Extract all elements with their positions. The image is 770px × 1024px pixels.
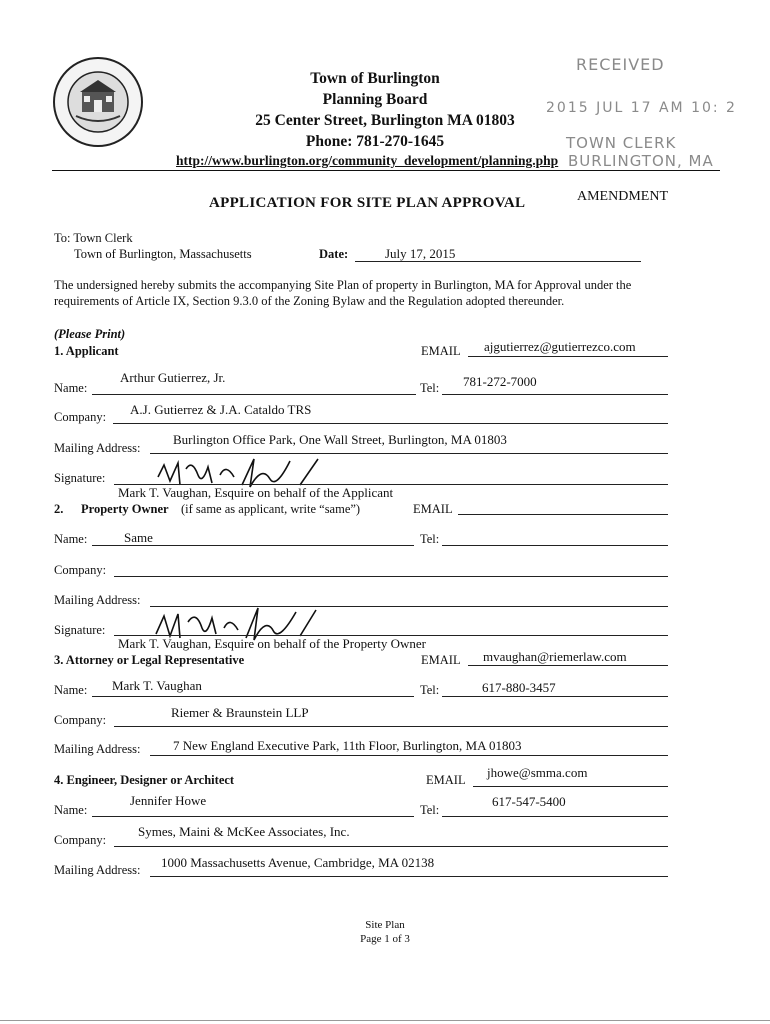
section4-email-line — [473, 786, 668, 787]
section1-heading: 1. Applicant — [54, 344, 119, 358]
please-print: (Please Print) — [54, 327, 126, 341]
section4-email-label: EMAIL — [426, 773, 466, 787]
section3-mailing-label: Mailing Address: — [54, 742, 141, 756]
section2-heading: Property Owner — [81, 502, 169, 516]
town-seal — [52, 56, 144, 148]
stamp-received: RECEIVED — [576, 55, 665, 74]
section3-heading: 3. Attorney or Legal Representative — [54, 653, 245, 667]
section1-signature-label: Signature: — [54, 471, 106, 485]
footer-page-number: Page 1 of 3 — [360, 933, 410, 945]
date-value: July 17, 2015 — [385, 246, 456, 261]
section1-tel-label: Tel: — [420, 381, 440, 395]
section4-name-label: Name: — [54, 803, 88, 817]
page-bottom-rule — [0, 1020, 770, 1021]
section2-company-label: Company: — [54, 563, 107, 577]
section1-name-value: Arthur Gutierrez, Jr. — [120, 370, 226, 385]
section3-email-line — [468, 665, 668, 666]
section1-mailing-line — [150, 453, 668, 454]
section2-company-line — [114, 576, 668, 577]
section1-mailing-value: Burlington Office Park, One Wall Street, Burlington, MA 01803 — [173, 432, 507, 447]
section1-email-label: EMAIL — [421, 344, 461, 358]
to-line2: Town of Burlington, Massachusetts — [74, 247, 252, 261]
section4-company-label: Company: — [54, 833, 107, 847]
section3-email-label: EMAIL — [421, 653, 461, 667]
section2-signer: Mark T. Vaughan, Esquire on behalf of the Property Owner — [118, 636, 426, 651]
section4-tel-label: Tel: — [420, 803, 440, 817]
section1-email-line — [468, 356, 668, 357]
section3-name-label: Name: — [54, 683, 88, 697]
board-phone: Phone: 781-270-1645 — [305, 133, 445, 150]
section2-name-value: Same — [124, 530, 153, 545]
section1-signer: Mark T. Vaughan, Esquire on behalf of the Applicant — [118, 485, 394, 500]
section1-company-label: Company: — [54, 410, 107, 424]
intro-line2: requirements of Article IX, Section 9.3.0 of the Zoning Bylaw and the Regulation adopted thereunder. — [54, 294, 565, 308]
section2-tel-label: Tel: — [420, 532, 440, 546]
stamp-clerk: TOWN CLERK — [566, 134, 677, 152]
section3-company-value: Riemer & Braunstein LLP — [171, 705, 309, 720]
section2-name-label: Name: — [54, 532, 88, 546]
section2-heading-note: (if same as applicant, write “same”) — [181, 502, 361, 516]
date-line — [355, 261, 641, 262]
section4-mailing-line — [150, 876, 668, 877]
stamp-town: BURLINGTON, MA — [568, 152, 714, 170]
section3-mailing-line — [150, 755, 668, 756]
to-line1: To: Town Clerk — [54, 231, 133, 245]
section3-tel-line — [442, 696, 668, 697]
section2-email-label: EMAIL — [413, 502, 453, 516]
section4-mailing-label: Mailing Address: — [54, 863, 141, 877]
section2-signature-label: Signature: — [54, 623, 106, 637]
section4-heading: 4. Engineer, Designer or Architect — [54, 773, 235, 787]
section4-company-value: Symes, Maini & McKee Associates, Inc. — [138, 824, 350, 839]
section2-number: 2. — [54, 502, 64, 516]
section1-name-label: Name: — [54, 381, 88, 395]
section4-tel-value: 617-547-5400 — [492, 794, 566, 809]
amendment-note: AMENDMENT — [577, 189, 668, 204]
board-name: Planning Board — [322, 91, 428, 108]
section3-tel-value: 617-880-3457 — [482, 680, 556, 695]
section2-email-line — [458, 514, 668, 515]
section4-company-line — [114, 846, 668, 847]
section1-name-line — [92, 394, 416, 395]
section2-name-line — [92, 545, 414, 546]
section1-tel-value: 781-272-7000 — [463, 374, 537, 389]
section1-tel-line — [442, 394, 668, 395]
section2-mailing-label: Mailing Address: — [54, 593, 141, 607]
section3-tel-label: Tel: — [420, 683, 440, 697]
section1-company-line — [113, 423, 668, 424]
section3-company-line — [114, 726, 668, 727]
date-label: Date: — [319, 247, 349, 261]
section3-company-label: Company: — [54, 713, 107, 727]
footer-doc-name: Site Plan — [365, 919, 405, 931]
section1-email-value: ajgutierrez@gutierrezco.com — [484, 339, 636, 354]
section3-name-value: Mark T. Vaughan — [112, 678, 202, 693]
board-address: 25 Center Street, Burlington MA 01803 — [255, 112, 515, 129]
intro-line1: The undersigned hereby submits the accompanying Site Plan of property in Burlington, MA for Approval under the — [54, 278, 632, 292]
section4-name-value: Jennifer Howe — [130, 793, 207, 808]
form-title: APPLICATION FOR SITE PLAN APPROVAL — [209, 195, 526, 211]
header-rule — [52, 170, 720, 171]
section4-tel-line — [442, 816, 668, 817]
section1-mailing-label: Mailing Address: — [54, 441, 141, 455]
section1-company-value: A.J. Gutierrez & J.A. Cataldo TRS — [130, 402, 312, 417]
board-url[interactable]: http://www.burlington.org/community_development/planning.php — [176, 153, 559, 168]
stamp-date: 2015 JUL 17 AM 10: 2 — [546, 100, 737, 116]
section4-mailing-value: 1000 Massachusetts Avenue, Cambridge, MA 02138 — [161, 855, 435, 870]
section4-email-value: jhowe@smma.com — [487, 765, 588, 780]
section4-name-line — [92, 816, 414, 817]
section3-mailing-value: 7 New England Executive Park, 11th Floor, Burlington, MA 01803 — [173, 738, 522, 753]
section2-tel-line — [442, 545, 668, 546]
section3-email-value: mvaughan@riemerlaw.com — [483, 649, 627, 664]
section3-name-line — [92, 696, 414, 697]
town-name: Town of Burlington — [310, 70, 440, 87]
